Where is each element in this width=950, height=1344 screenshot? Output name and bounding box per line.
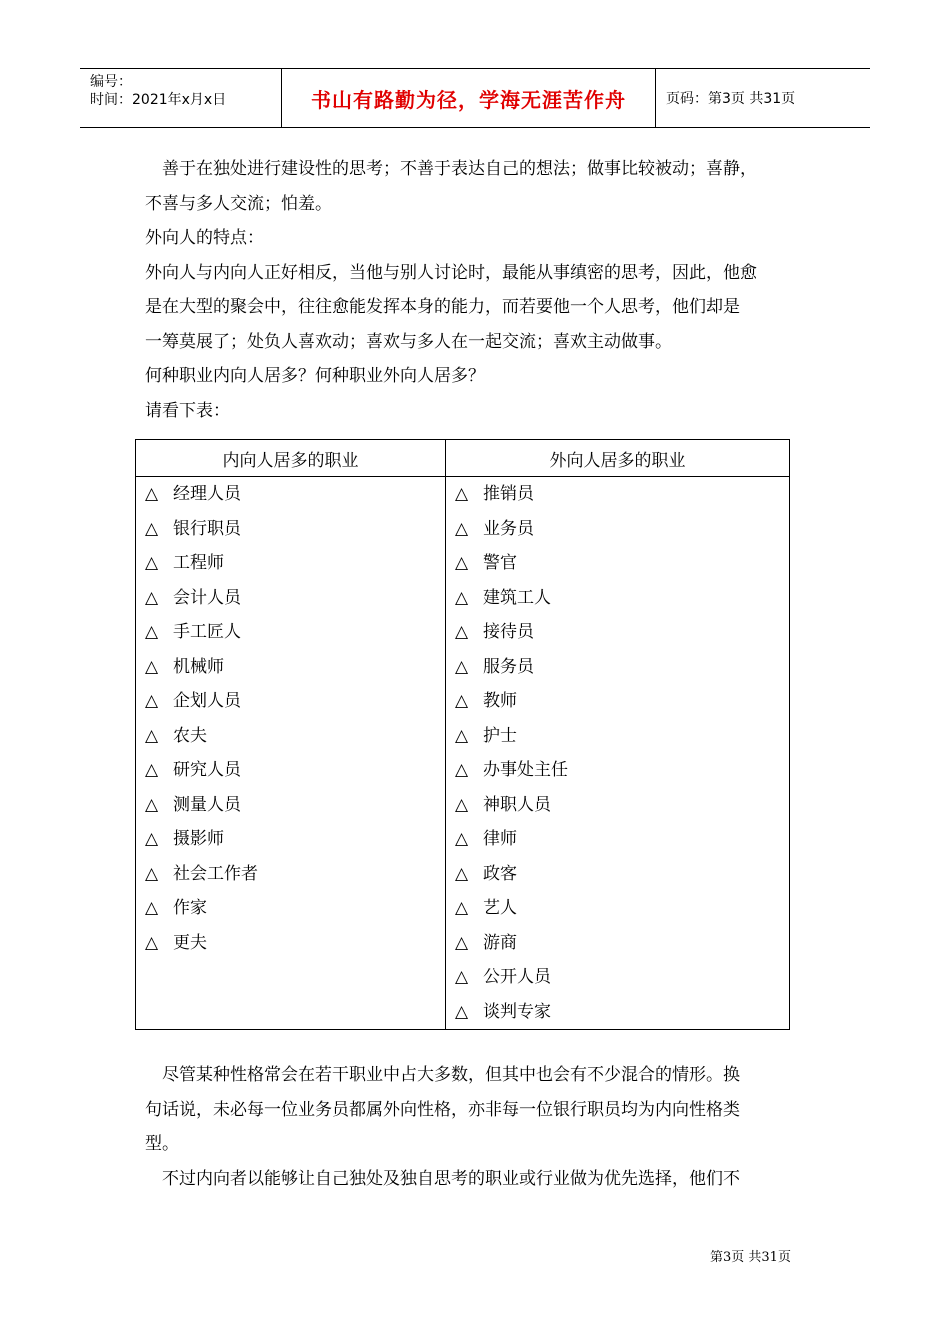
career-item	[136, 822, 445, 857]
career-item	[446, 788, 789, 823]
career-item	[136, 512, 445, 547]
career-item	[136, 926, 445, 961]
career-label: 业务员	[483, 518, 534, 539]
career-label: 手工匠人	[173, 622, 241, 642]
career-label: 研究人员	[173, 760, 241, 780]
triangle-bullet-icon: △	[455, 898, 469, 918]
paragraph: 外向人与内向人正好相反，当他与别人讨论时，最能从事缜密的思考，因此，他愈	[145, 262, 757, 283]
career-label: 艺人	[483, 898, 517, 918]
triangle-bullet-icon: △	[455, 863, 469, 884]
triangle-bullet-icon: △	[455, 794, 469, 815]
career-item	[136, 615, 445, 650]
career-label: 建筑工人	[483, 587, 551, 608]
body-text	[145, 152, 810, 428]
career-label: 公开人员	[483, 967, 551, 987]
paragraph: 尽管某种性格常会在若干职业中占大多数，但其中也会有不少混合的情形。换	[162, 1065, 740, 1085]
triangle-bullet-icon: △	[145, 656, 159, 677]
triangle-bullet-icon: △	[455, 587, 469, 608]
career-item	[446, 581, 789, 616]
triangle-bullet-icon: △	[455, 829, 469, 849]
career-label: 护士	[483, 725, 517, 746]
career-item	[136, 477, 445, 512]
career-label: 农夫	[173, 725, 207, 746]
triangle-bullet-icon: △	[455, 518, 469, 539]
career-item	[446, 477, 789, 512]
page-header	[80, 68, 870, 128]
paragraph: 外向人的特点：	[145, 228, 264, 248]
career-item	[446, 891, 789, 926]
career-item	[136, 891, 445, 926]
header-page-info: 页码：第3页 共31页	[666, 91, 796, 107]
paragraph: 何种职业内向人居多？何种职业外向人居多？	[145, 366, 485, 386]
career-label: 工程师	[173, 553, 224, 573]
triangle-bullet-icon: △	[145, 829, 159, 849]
triangle-bullet-icon: △	[455, 691, 469, 711]
career-label: 摄影师	[173, 829, 224, 849]
triangle-bullet-icon: △	[145, 725, 159, 746]
career-label: 更夫	[173, 932, 207, 953]
triangle-bullet-icon: △	[145, 587, 159, 608]
paragraph: 善于在独处进行建设性的思考；不善于表达自己的想法；做事比较被动；喜静，	[162, 159, 757, 179]
career-label: 游商	[483, 932, 517, 953]
career-item	[446, 753, 789, 788]
career-label: 机械师	[173, 656, 224, 677]
header-meta	[80, 69, 282, 127]
career-item	[136, 650, 445, 685]
career-label: 经理人员	[173, 484, 241, 504]
career-label: 银行职员	[173, 518, 241, 539]
triangle-bullet-icon: △	[145, 932, 159, 953]
career-item	[446, 926, 789, 961]
career-label: 推销员	[483, 484, 534, 504]
career-item	[136, 719, 445, 754]
career-label: 警官	[483, 553, 517, 573]
triangle-bullet-icon: △	[145, 518, 159, 539]
career-label: 社会工作者	[173, 863, 258, 884]
career-label: 办事处主任	[483, 760, 568, 780]
career-table	[135, 439, 790, 1030]
closing-text	[145, 1058, 810, 1196]
career-item	[446, 684, 789, 719]
career-label: 接待员	[483, 622, 534, 642]
career-item	[446, 719, 789, 754]
career-item	[136, 788, 445, 823]
introvert-list	[136, 477, 446, 1030]
triangle-bullet-icon: △	[455, 760, 469, 780]
triangle-bullet-icon: △	[145, 691, 159, 711]
career-label: 服务员	[483, 656, 534, 677]
triangle-bullet-icon: △	[455, 622, 469, 642]
paragraph: 型。	[145, 1134, 179, 1154]
career-label: 测量人员	[173, 794, 241, 815]
career-item	[446, 857, 789, 892]
career-item	[136, 684, 445, 719]
career-item	[446, 650, 789, 685]
career-item	[446, 546, 789, 581]
paragraph: 请看下表：	[145, 400, 230, 421]
paragraph: 是在大型的聚会中，往往愈能发挥本身的能力，而若要他一个人思考，他们却是	[145, 297, 740, 317]
introvert-column-header: 内向人居多的职业	[136, 440, 446, 477]
career-item	[446, 512, 789, 547]
career-label: 教师	[483, 691, 517, 711]
triangle-bullet-icon: △	[145, 553, 159, 573]
career-label: 政客	[483, 863, 517, 884]
career-label: 会计人员	[173, 587, 241, 608]
extrovert-column-header: 外向人居多的职业	[446, 440, 790, 477]
triangle-bullet-icon: △	[455, 967, 469, 987]
triangle-bullet-icon: △	[455, 725, 469, 746]
career-label: 企划人员	[173, 691, 241, 711]
career-label: 律师	[483, 829, 517, 849]
triangle-bullet-icon: △	[455, 553, 469, 573]
triangle-bullet-icon: △	[455, 932, 469, 953]
triangle-bullet-icon: △	[145, 898, 159, 918]
triangle-bullet-icon: △	[455, 656, 469, 677]
career-label: 作家	[173, 898, 207, 918]
career-item	[446, 995, 789, 1030]
paragraph: 不喜与多人交流；怕羞。	[145, 193, 332, 214]
career-label: 神职人员	[483, 794, 551, 815]
paragraph: 一筹莫展了；处负人喜欢动；喜欢与多人在一起交流；喜欢主动做事。	[145, 331, 672, 352]
page-footer: 第3页 共31页	[710, 1250, 791, 1265]
triangle-bullet-icon: △	[145, 760, 159, 780]
extrovert-list	[446, 477, 790, 1030]
triangle-bullet-icon: △	[455, 484, 469, 504]
career-item	[136, 753, 445, 788]
triangle-bullet-icon: △	[145, 794, 159, 815]
document-number-label: 编号：	[90, 74, 132, 90]
career-item	[136, 581, 445, 616]
paragraph: 不过内向者以能够让自己独处及独自思考的职业或行业做为优先选择，他们不	[162, 1168, 740, 1189]
career-item	[136, 546, 445, 581]
triangle-bullet-icon: △	[145, 863, 159, 884]
triangle-bullet-icon: △	[145, 622, 159, 642]
career-item	[446, 822, 789, 857]
career-item	[136, 857, 445, 892]
triangle-bullet-icon: △	[145, 484, 159, 504]
career-item	[446, 615, 789, 650]
paragraph: 句话说，未必每一位业务员都属外向性格，亦非每一位银行职员均为内向性格类	[145, 1099, 740, 1120]
header-motto: 书山有路勤为径，学海无涯苦作舟	[282, 69, 656, 127]
career-label: 谈判专家	[483, 1001, 551, 1022]
document-time-label: 时间：2021年x月x日	[90, 92, 227, 108]
triangle-bullet-icon: △	[455, 1001, 469, 1022]
career-item	[446, 960, 789, 995]
